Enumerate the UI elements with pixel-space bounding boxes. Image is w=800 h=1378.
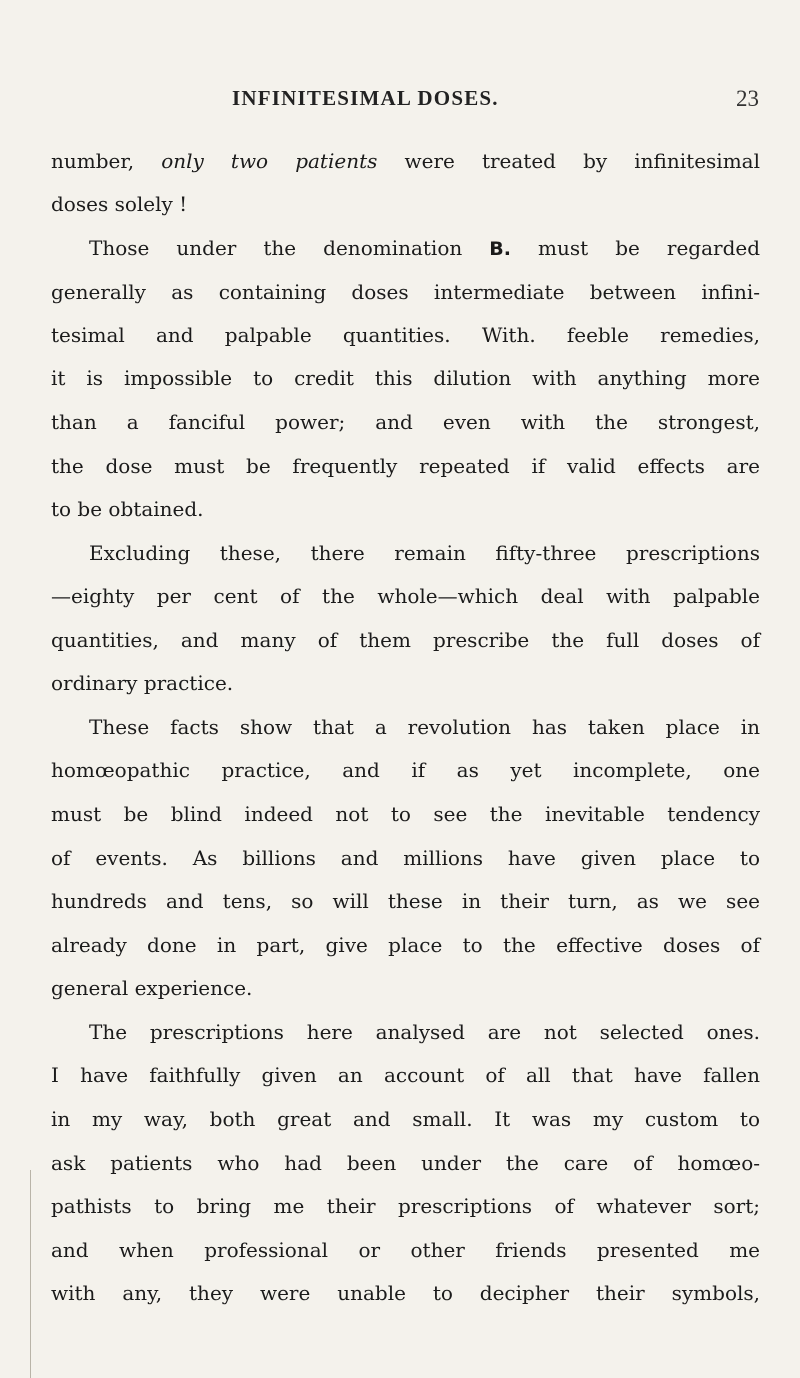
text-line <box>89 235 760 262</box>
text-segment: in my way, both great and small. It was my custom to <box>51 1107 760 1131</box>
text-segment: must be blind indeed not to see the inevitable tendency <box>51 802 760 826</box>
text-line <box>51 1150 760 1176</box>
text-segment: to be obtained. <box>51 497 204 521</box>
text-segment: hundreds and tens, so will these in their turn, as we see <box>51 889 760 913</box>
text-segment: I have faithfully given an account of all that have fallen <box>51 1063 760 1087</box>
text-segment: must be regarded <box>511 236 761 260</box>
text-segment: of events. As billions and millions have given place to <box>51 846 760 870</box>
italic-text: only two patients <box>161 149 378 173</box>
text-line <box>51 757 760 783</box>
text-segment: doses solely ! <box>51 192 188 216</box>
text-segment: with any, they were unable to decipher their symbols, <box>51 1281 760 1305</box>
text-line <box>89 1019 760 1045</box>
text-line <box>51 148 760 174</box>
text-segment: pathists to bring me their prescriptions of whatever sort; <box>51 1194 760 1218</box>
text-line <box>51 453 760 479</box>
text-segment: Excluding these, there remain fifty-three prescriptions <box>89 541 760 565</box>
text-line <box>51 1280 760 1306</box>
text-segment: than a fanciful power; and even with the strongest, <box>51 410 760 434</box>
text-line <box>51 279 760 305</box>
text-line <box>51 409 760 435</box>
text-segment: homœopathic practice, and if as yet incomplete, one <box>51 758 760 782</box>
page-number: 23 <box>736 86 759 111</box>
text-line <box>51 932 760 958</box>
text-line <box>51 365 760 391</box>
text-segment: quantities, and many of them prescribe the full doses of <box>51 628 760 652</box>
text-segment: the dose must be frequently repeated if valid effects are <box>51 454 760 478</box>
text-line <box>51 845 760 871</box>
text-line <box>51 627 760 653</box>
text-segment: tesimal and palpable quantities. With. feeble remedies, <box>51 323 760 347</box>
text-line <box>51 322 760 348</box>
text-segment: These facts show that a revolution has taken place in <box>89 715 760 739</box>
text-segment: already done in part, give place to the effective doses of <box>51 933 760 957</box>
text-line <box>51 1106 760 1132</box>
text-line <box>51 1237 760 1263</box>
category-label: B. <box>489 238 511 260</box>
text-line <box>51 496 760 522</box>
text-segment: —eighty per cent of the whole—which deal with palpable <box>51 584 760 608</box>
text-segment: were treated by infinitesimal <box>377 149 760 173</box>
text-segment: generally as containing doses intermediate between infini- <box>51 280 760 304</box>
text-segment: number, <box>51 149 162 173</box>
text-line <box>51 1193 760 1219</box>
text-segment: ask patients who had been under the care of homœo- <box>51 1151 760 1175</box>
text-segment: it is impossible to credit this dilution with anything more <box>51 366 760 390</box>
text-segment: Those under the denomination <box>89 236 490 260</box>
text-segment: ordinary practice. <box>51 671 234 695</box>
text-segment: The prescriptions here analysed are not selected ones. <box>89 1020 760 1044</box>
text-line <box>51 888 760 914</box>
text-line <box>51 191 760 217</box>
text-line <box>51 670 760 696</box>
text-line <box>51 975 760 1001</box>
text-line <box>51 583 760 609</box>
text-line <box>51 1062 760 1088</box>
text-segment: general experience. <box>51 976 253 1000</box>
text-line <box>89 714 760 740</box>
running-head: INFINITESIMAL DOSES. <box>232 86 499 110</box>
binding-shadow <box>30 1170 31 1378</box>
text-line <box>89 540 760 566</box>
page-header <box>0 86 800 116</box>
text-line <box>51 801 760 827</box>
text-segment: and when professional or other friends presented me <box>51 1238 760 1262</box>
